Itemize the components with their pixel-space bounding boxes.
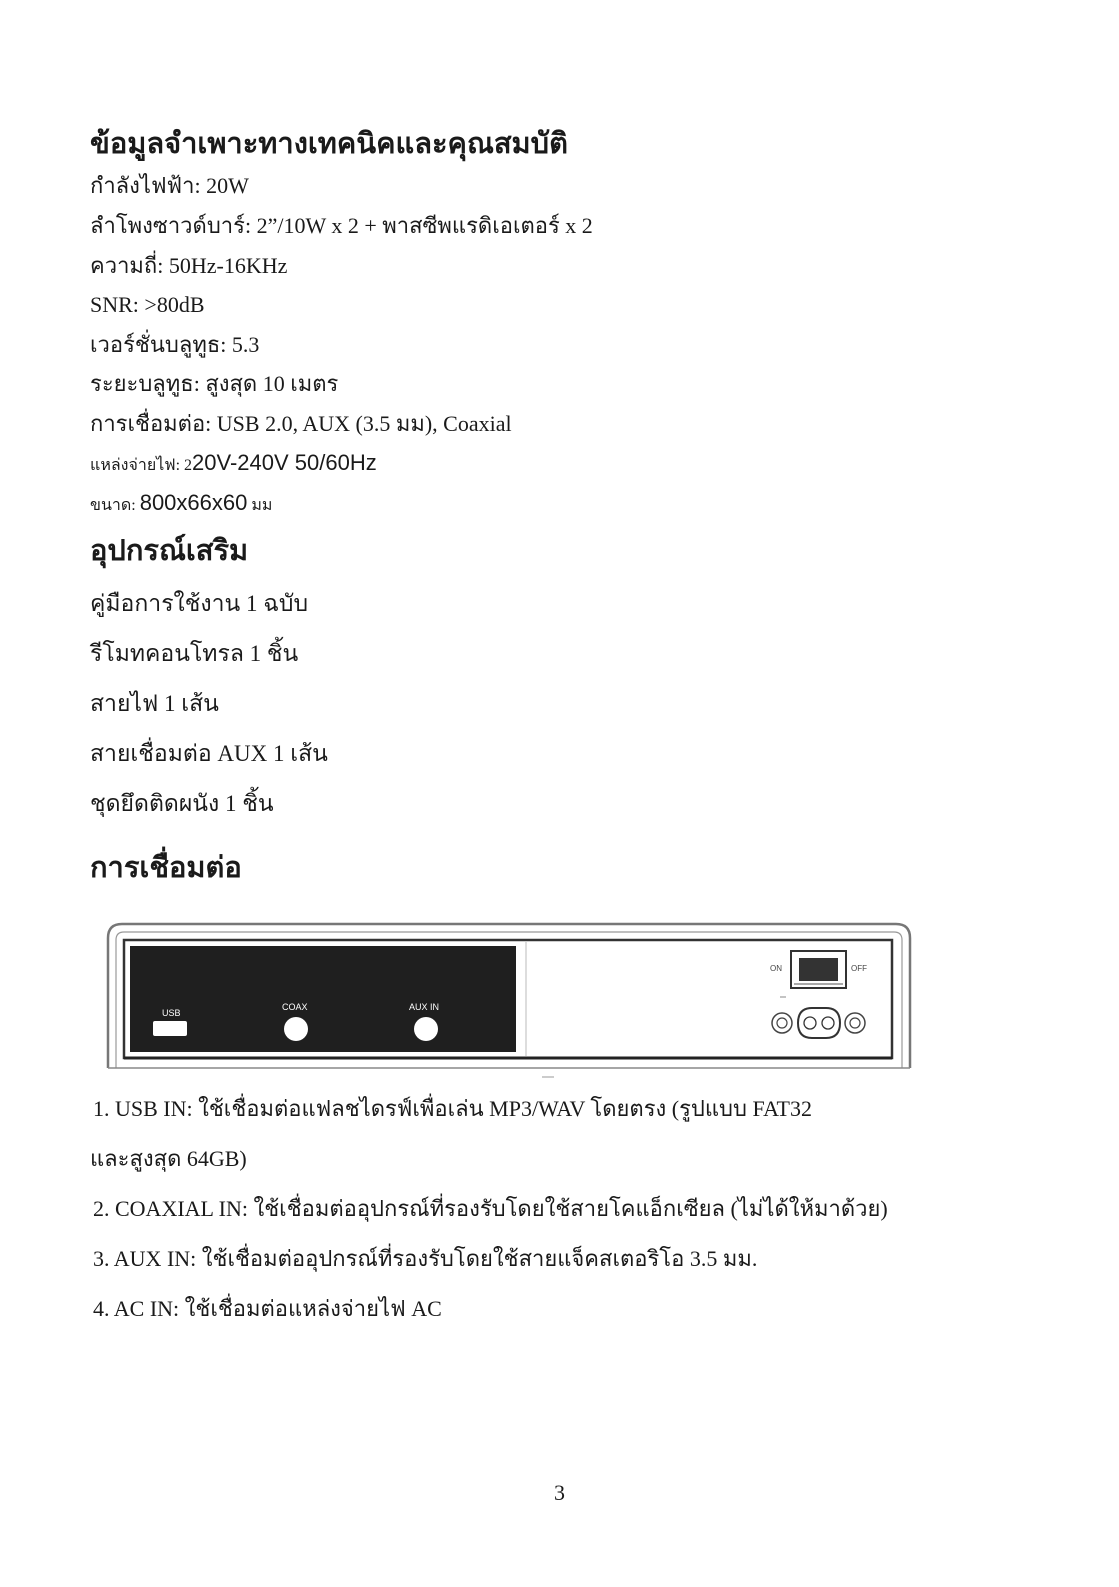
accessory-item: ชุดยึดติดผนัง 1 ชิ้น [90,791,274,816]
spec-speaker: ลำโพงซาวด์บาร์: 2”/10W x 2 + พาสซีพแรดิเอเตอร์ x 2 [90,213,593,238]
aux-port-label: AUX IN [409,1002,440,1012]
usb-port-label: USB [162,1008,181,1018]
connector-panel [130,946,516,1052]
connection-item-coaxial: 2. COAXIAL IN: ใช้เชื่อมต่ออุปกรณ์ที่รองรับโดยใช้สายโคแอ็กเซียล (ไม่ได้ให้มาด้วย) [93,1196,888,1221]
spec-power: กำลังไฟฟ้า: 20W [90,173,249,198]
accessories-heading: อุปกรณ์เสริม [90,535,249,567]
spec-bt-version: เวอร์ชั่นบลูทูธ: 5.3 [90,332,260,357]
accessory-item: คู่มือการใช้งาน 1 ฉบับ [90,591,309,616]
switch-off-label: OFF [851,964,867,973]
connection-item-ac: 4. AC IN: ใช้เชื่อมต่อแหล่งจ่ายไฟ AC [93,1296,442,1321]
coax-port [284,1017,308,1041]
accessory-item: สายไฟ 1 เส้น [90,691,219,716]
rear-panel-svg [104,918,914,1078]
connection-item-usb: 1. USB IN: ใช้เชื่อมต่อแฟลชไดรฟ์เพื่อเล่น MP3/WAV โดยตรง (รูปแบบ FAT32 [93,1096,812,1121]
connections-heading: การเชื่อมต่อ [90,852,242,884]
spec-bt-range: ระยะบลูทูธ: สูงสุด 10 เมตร [90,371,339,396]
power-switch-rocker [799,958,838,981]
spec-connectivity: การเชื่อมต่อ: USB 2.0, AUX (3.5 มม), Coaxial [90,411,512,436]
coax-port-label: COAX [282,1002,308,1012]
spec-dimensions [90,488,272,521]
connection-item-usb-cont: และสูงสุด 64GB) [90,1146,247,1171]
spec-power-supply-value: 20V-240V 50/60Hz [192,450,377,475]
aux-port [414,1017,438,1041]
accessory-item: รีโมทคอนโทรล 1 ชิ้น [90,641,299,666]
switch-on-label: ON [770,964,782,973]
soundbar-rear-panel-diagram [104,918,914,1078]
spec-power-supply [90,448,377,481]
spec-power-supply-prefix: 2 [184,457,193,474]
spec-power-supply-label: แหล่งจ่ายไฟ: [90,457,185,474]
spec-frequency: ความถี่: 50Hz-16KHz [90,253,288,278]
spec-dimensions-label: ขนาด: [90,497,140,514]
accessory-item: สายเชื่อมต่อ AUX 1 เส้น [90,741,328,766]
usb-port [153,1021,187,1036]
spec-snr: SNR: >80dB [90,292,205,317]
spec-dimensions-unit: มม [247,497,273,514]
spec-dimensions-value: 800x66x60 [139,490,248,515]
connection-item-aux: 3. AUX IN: ใช้เชื่อมต่ออุปกรณ์ที่รองรับโดยใช้สายแจ็คสเตอริโอ 3.5 มม. [93,1246,758,1271]
specs-heading: ข้อมูลจำเพาะทางเทคนิคและคุณสมบัติ [90,128,568,160]
page-number: 3 [554,1480,565,1505]
